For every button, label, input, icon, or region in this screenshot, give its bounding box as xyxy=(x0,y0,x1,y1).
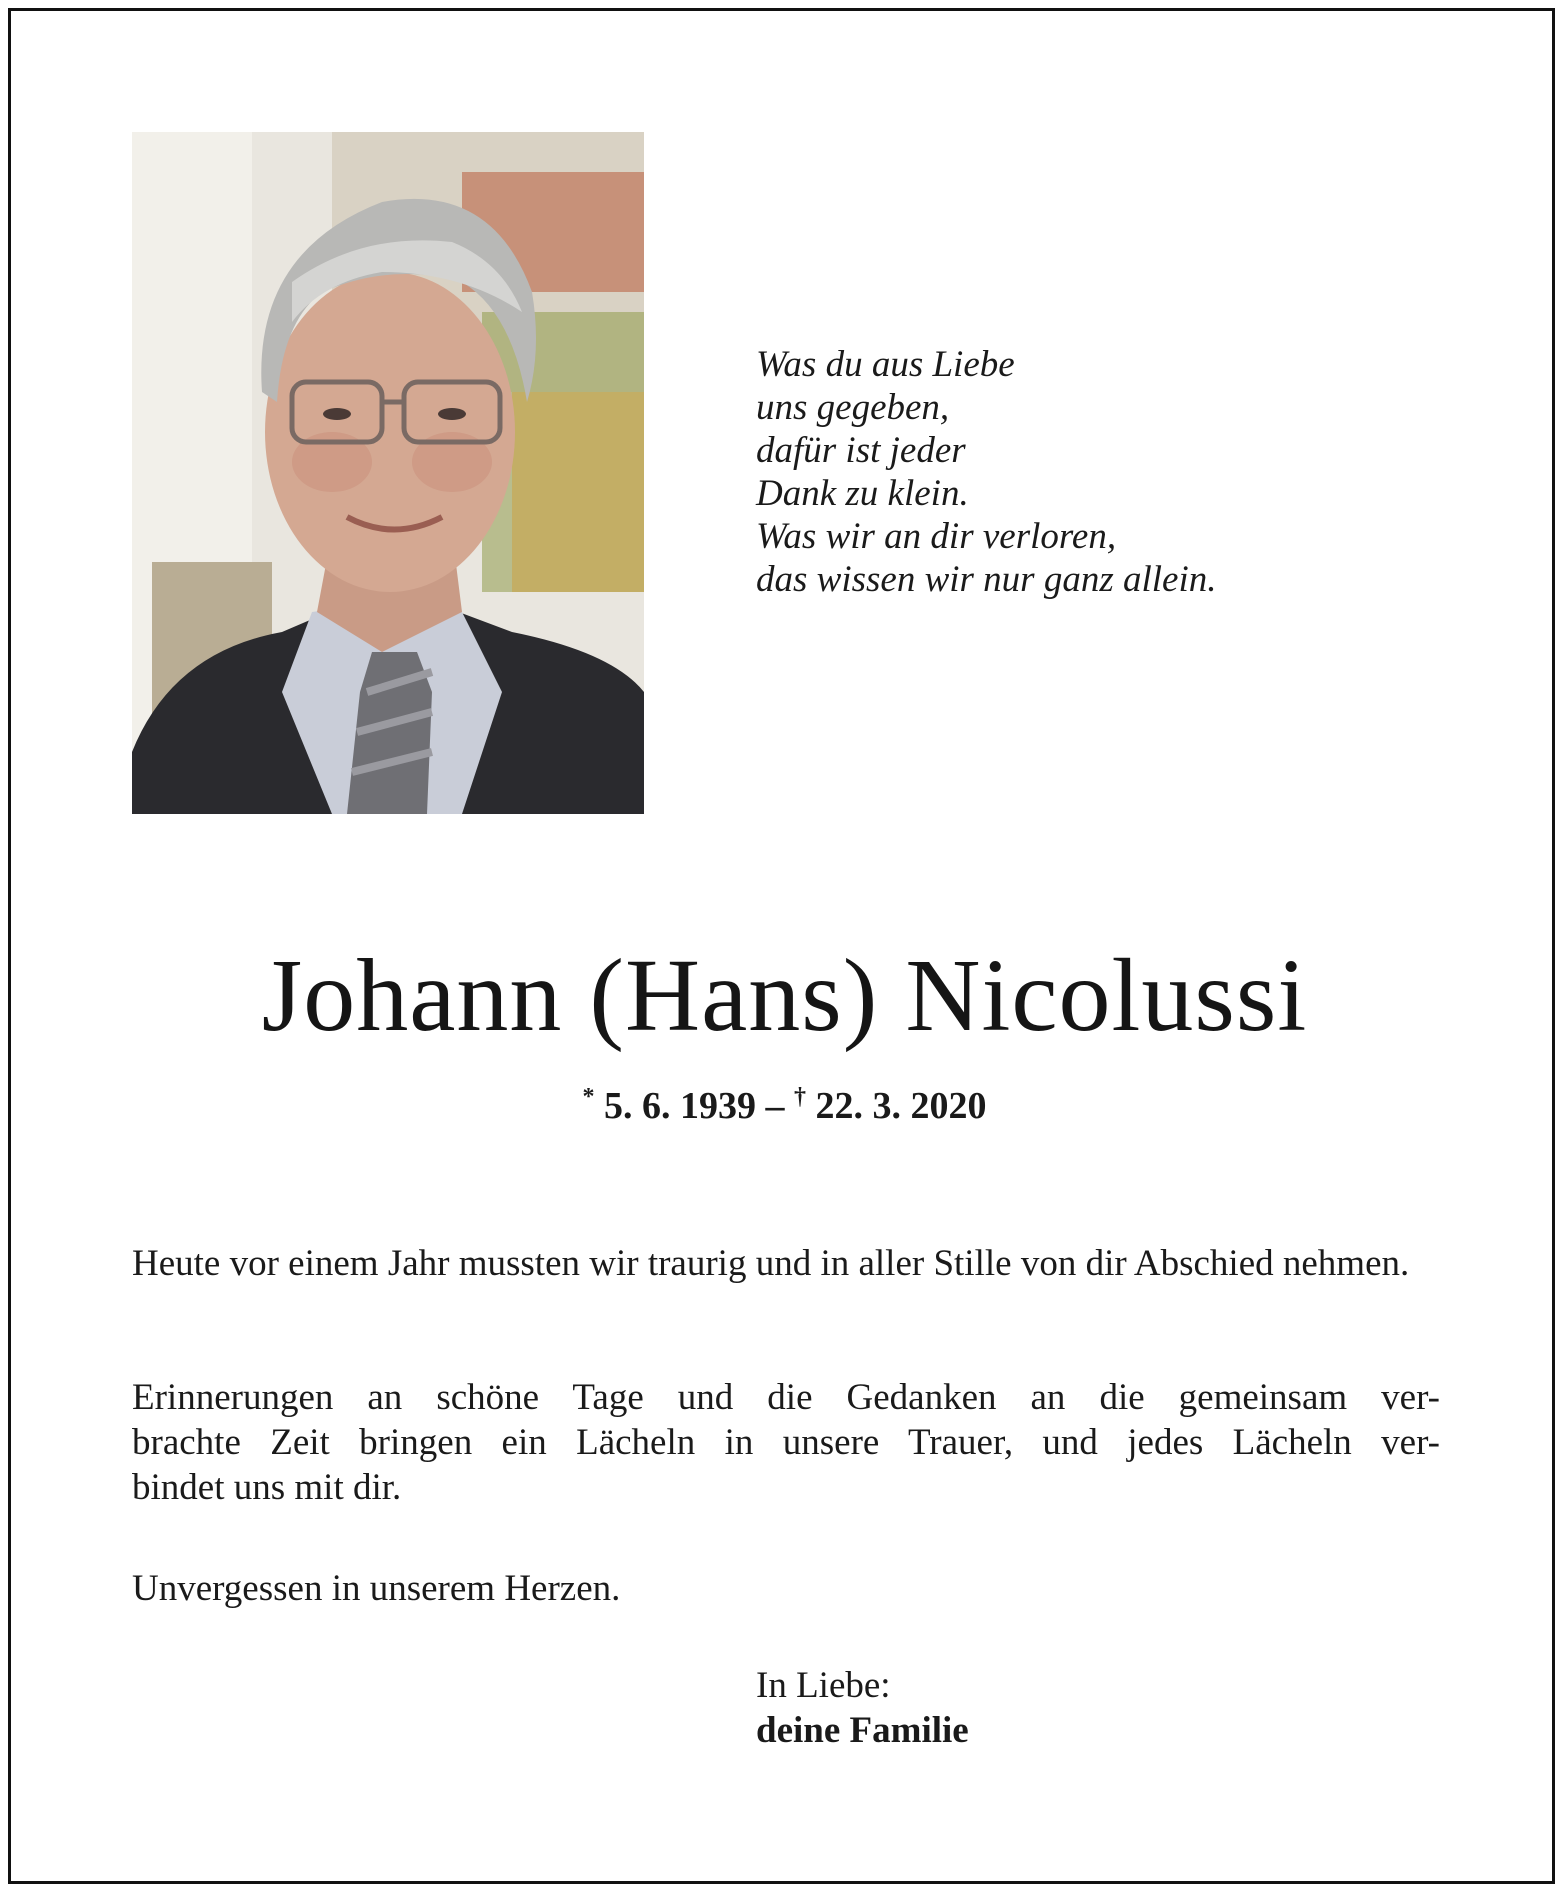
paragraph-memories xyxy=(132,1375,1440,1510)
death-symbol: † xyxy=(794,1084,806,1110)
poem-line: das wissen wir nur ganz allein. xyxy=(756,559,1217,600)
paragraph-unforgotten: Unvergessen in unserem Herzen. xyxy=(132,1568,621,1609)
poem-line: Was wir an dir verloren, xyxy=(756,516,1117,557)
paragraph-anniversary: Heute vor einem Jahr mussten wir traurig und in aller Stille von dir Abschied nehmen. xyxy=(132,1243,1410,1284)
birth-symbol: * xyxy=(582,1084,595,1110)
obituary-card xyxy=(8,8,1555,1884)
closing-line: In Liebe: xyxy=(756,1665,891,1706)
poem-line: Was du aus Liebe xyxy=(756,344,1015,385)
deceased-name: Johann (Hans) Nicolussi xyxy=(261,938,1308,1053)
paragraph-line: brachte Zeit bringen ein Lächeln in unsere Trauer, und jedes Lächeln ver- xyxy=(132,1422,1440,1463)
life-dates xyxy=(11,1073,1558,1130)
portrait-photo xyxy=(132,132,644,814)
closing-block xyxy=(756,1663,969,1753)
memorial-poem xyxy=(756,343,1217,601)
paragraph-line: Erinnerungen an schöne Tage und die Gedanken an die gemeinsam ver- xyxy=(132,1377,1440,1418)
death-date: 22. 3. 2020 xyxy=(815,1085,987,1127)
date-separator: – xyxy=(765,1085,785,1127)
poem-line: Dank zu klein. xyxy=(756,473,969,514)
poem-line: uns gegeben, xyxy=(756,387,950,428)
paragraph-line: bindet uns mit dir. xyxy=(132,1467,402,1508)
poem-line: dafür ist jeder xyxy=(756,430,966,471)
family-signature: deine Familie xyxy=(756,1710,969,1751)
birth-date: 5. 6. 1939 xyxy=(604,1085,756,1127)
portrait-illustration xyxy=(132,132,644,814)
